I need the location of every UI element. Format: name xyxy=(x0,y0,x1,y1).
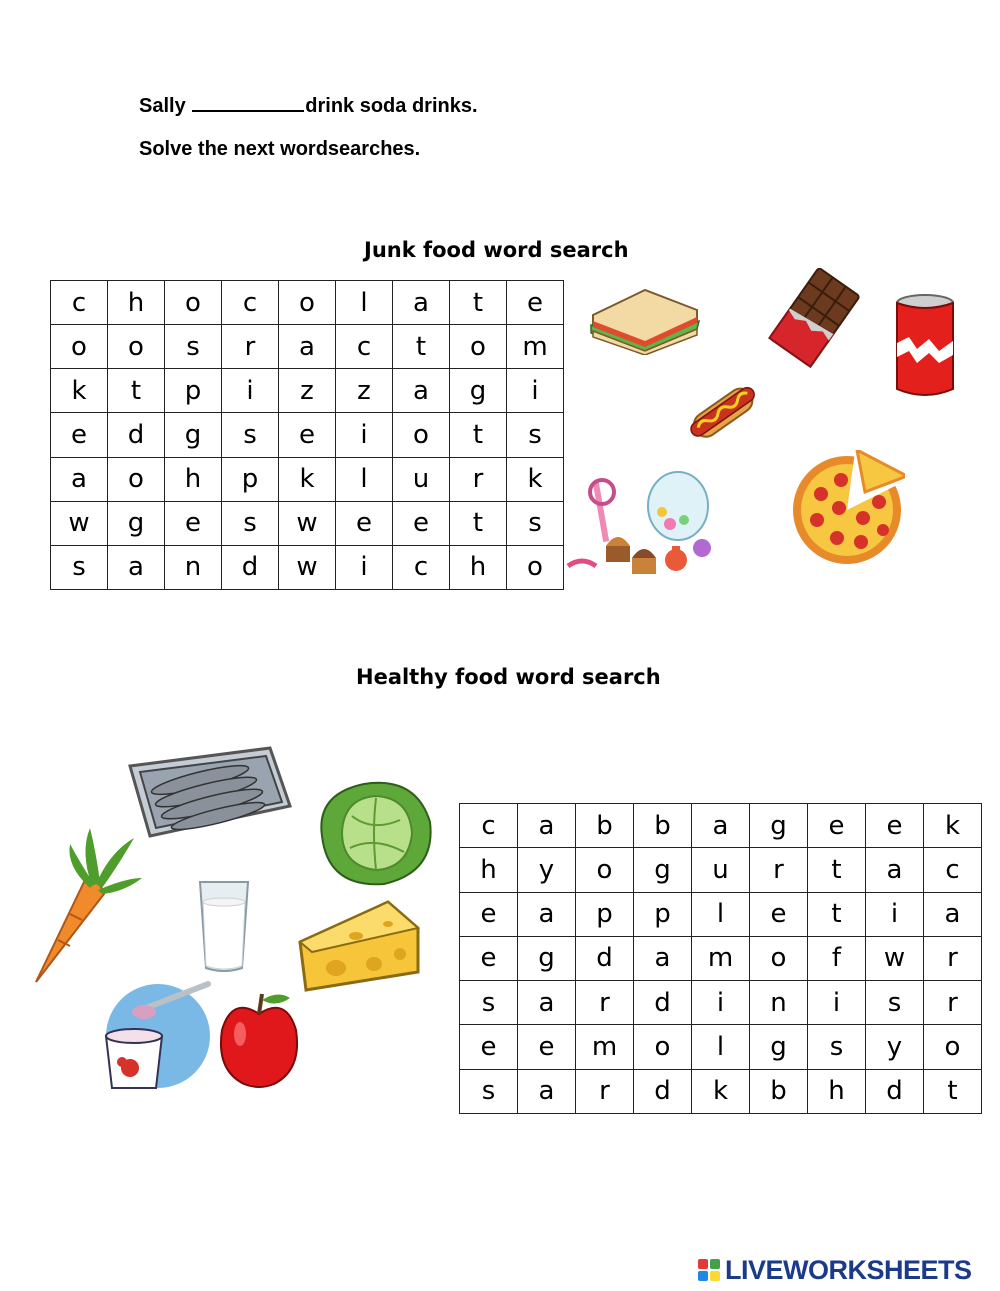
letter-cell[interactable]: l xyxy=(336,457,393,501)
chocolate-bar-icon xyxy=(765,268,863,368)
letter-cell[interactable]: g xyxy=(750,1025,808,1069)
letter-cell[interactable]: w xyxy=(866,936,924,980)
junk-food-title: Junk food word search xyxy=(364,238,629,262)
letter-cell[interactable]: d xyxy=(634,1069,692,1113)
letter-cell[interactable]: f xyxy=(808,936,866,980)
letter-cell[interactable]: o xyxy=(108,457,165,501)
letter-cell[interactable]: n xyxy=(750,981,808,1025)
letter-cell[interactable]: i xyxy=(692,981,750,1025)
letter-cell[interactable]: c xyxy=(393,545,450,589)
letter-cell[interactable]: a xyxy=(279,325,336,369)
letter-cell[interactable]: i xyxy=(866,892,924,936)
sandwich-icon xyxy=(585,285,703,355)
letter-cell[interactable]: c xyxy=(222,281,279,325)
letter-cell[interactable]: a xyxy=(518,892,576,936)
letter-cell[interactable]: a xyxy=(393,369,450,413)
letter-cell[interactable]: s xyxy=(165,325,222,369)
letter-cell[interactable]: g xyxy=(750,804,808,848)
letter-cell[interactable]: a xyxy=(108,545,165,589)
pizza-icon xyxy=(791,450,905,566)
letter-cell[interactable]: s xyxy=(866,981,924,1025)
letter-cell[interactable]: e xyxy=(393,501,450,545)
letter-cell[interactable]: n xyxy=(165,545,222,589)
letter-cell[interactable]: r xyxy=(924,936,982,980)
letter-cell[interactable]: d xyxy=(866,1069,924,1113)
answer-blank[interactable] xyxy=(192,94,304,112)
letter-cell[interactable]: e xyxy=(336,501,393,545)
letter-cell[interactable]: h xyxy=(450,545,507,589)
letter-cell[interactable]: b xyxy=(634,804,692,848)
logo-text: LIVEWORKSHEETS xyxy=(725,1254,972,1285)
letter-cell[interactable]: e xyxy=(808,804,866,848)
letter-cell[interactable]: a xyxy=(393,281,450,325)
letter-cell[interactable]: l xyxy=(692,1025,750,1069)
letter-cell[interactable]: e xyxy=(507,281,564,325)
letter-cell[interactable]: o xyxy=(393,413,450,457)
letter-cell[interactable]: t xyxy=(450,413,507,457)
letter-cell[interactable]: p xyxy=(222,457,279,501)
letter-cell[interactable]: a xyxy=(692,804,750,848)
cabbage-icon xyxy=(312,776,436,890)
letter-cell[interactable]: z xyxy=(279,369,336,413)
letter-cell[interactable]: r xyxy=(924,981,982,1025)
letter-cell[interactable]: h xyxy=(165,457,222,501)
letter-cell[interactable]: r xyxy=(222,325,279,369)
letter-cell[interactable]: r xyxy=(750,848,808,892)
letter-cell[interactable]: z xyxy=(336,369,393,413)
sardines-icon xyxy=(120,740,294,850)
letter-cell[interactable]: e xyxy=(460,892,518,936)
soda-can-icon xyxy=(893,293,957,401)
healthy-word-search-grid xyxy=(459,803,982,1114)
grid-row xyxy=(460,981,982,1025)
letter-cell[interactable]: o xyxy=(634,1025,692,1069)
letter-cell[interactable]: g xyxy=(108,501,165,545)
letter-cell[interactable]: r xyxy=(576,981,634,1025)
letter-cell[interactable]: e xyxy=(279,413,336,457)
grid-row xyxy=(51,325,564,369)
hotdog-icon xyxy=(685,377,759,445)
sentence-start: Sally xyxy=(139,95,186,117)
letter-cell[interactable]: w xyxy=(51,501,108,545)
letter-cell[interactable]: a xyxy=(518,804,576,848)
letter-cell[interactable]: d xyxy=(108,413,165,457)
letter-cell[interactable]: p xyxy=(576,892,634,936)
letter-cell[interactable]: g xyxy=(518,936,576,980)
grid-row xyxy=(51,369,564,413)
letter-cell[interactable]: k xyxy=(279,457,336,501)
letter-cell[interactable]: h xyxy=(808,1069,866,1113)
letter-cell[interactable]: o xyxy=(279,281,336,325)
apple-icon xyxy=(216,990,302,1088)
letter-cell[interactable]: i xyxy=(336,545,393,589)
carrot-icon xyxy=(30,822,146,988)
letter-cell[interactable]: o xyxy=(507,545,564,589)
grid-row xyxy=(460,1069,982,1113)
letter-cell[interactable]: d xyxy=(222,545,279,589)
letter-cell[interactable]: a xyxy=(51,457,108,501)
letter-cell[interactable]: s xyxy=(460,1069,518,1113)
letter-cell[interactable]: o xyxy=(165,281,222,325)
grid-row xyxy=(460,892,982,936)
letter-cell[interactable]: i xyxy=(507,369,564,413)
letter-cell[interactable]: a xyxy=(634,936,692,980)
letter-cell[interactable]: y xyxy=(518,848,576,892)
letter-cell[interactable]: k xyxy=(692,1069,750,1113)
letter-cell[interactable]: r xyxy=(450,457,507,501)
letter-cell[interactable]: p xyxy=(165,369,222,413)
letter-cell[interactable]: e xyxy=(460,936,518,980)
yogurt-icon xyxy=(100,980,214,1094)
letter-cell[interactable]: k xyxy=(51,369,108,413)
letter-cell[interactable]: u xyxy=(393,457,450,501)
letter-cell[interactable]: s xyxy=(507,413,564,457)
grid-row xyxy=(51,281,564,325)
grid-row xyxy=(51,457,564,501)
letter-cell[interactable]: e xyxy=(51,413,108,457)
letter-cell[interactable]: c xyxy=(51,281,108,325)
letter-cell[interactable]: a xyxy=(518,1069,576,1113)
letter-cell[interactable]: a xyxy=(518,981,576,1025)
letter-cell[interactable]: l xyxy=(336,281,393,325)
letter-cell[interactable]: u xyxy=(692,848,750,892)
letter-cell[interactable]: m xyxy=(692,936,750,980)
letter-cell[interactable]: e xyxy=(460,1025,518,1069)
letter-cell[interactable]: o xyxy=(450,325,507,369)
letter-cell[interactable]: m xyxy=(507,325,564,369)
letter-cell[interactable]: s xyxy=(222,501,279,545)
letter-cell[interactable]: w xyxy=(279,545,336,589)
letter-cell[interactable]: i xyxy=(222,369,279,413)
letter-cell[interactable]: c xyxy=(460,804,518,848)
letter-cell[interactable]: o xyxy=(924,1025,982,1069)
letter-cell[interactable]: g xyxy=(634,848,692,892)
letter-cell[interactable]: s xyxy=(808,1025,866,1069)
task-instruction: Solve the next wordsearches. xyxy=(139,138,421,160)
grid-row xyxy=(51,501,564,545)
letter-cell[interactable]: l xyxy=(692,892,750,936)
letter-cell[interactable]: s xyxy=(222,413,279,457)
letter-cell[interactable]: t xyxy=(450,501,507,545)
grid-row xyxy=(460,804,982,848)
letter-cell[interactable]: g xyxy=(165,413,222,457)
letter-cell[interactable]: o xyxy=(576,848,634,892)
grid-row xyxy=(51,413,564,457)
cheese-icon xyxy=(296,898,422,996)
junk-word-search-grid xyxy=(50,280,564,590)
letter-cell[interactable]: d xyxy=(634,981,692,1025)
letter-cell[interactable]: t xyxy=(108,369,165,413)
letter-cell[interactable]: o xyxy=(51,325,108,369)
letter-cell[interactable]: o xyxy=(750,936,808,980)
letter-cell[interactable]: i xyxy=(336,413,393,457)
letter-cell[interactable]: g xyxy=(450,369,507,413)
letter-cell[interactable]: m xyxy=(576,1025,634,1069)
milk-glass-icon xyxy=(196,878,252,974)
letter-cell[interactable]: s xyxy=(460,981,518,1025)
letter-cell[interactable]: d xyxy=(576,936,634,980)
letter-cell[interactable]: p xyxy=(634,892,692,936)
letter-cell[interactable]: k xyxy=(924,804,982,848)
letter-cell[interactable]: a xyxy=(924,892,982,936)
sentence-end: drink soda drinks. xyxy=(305,95,478,117)
liveworksheets-logo xyxy=(698,1255,972,1285)
letter-cell[interactable]: h xyxy=(108,281,165,325)
letter-cell[interactable]: b xyxy=(750,1069,808,1113)
letter-cell[interactable]: e xyxy=(866,804,924,848)
letter-cell[interactable]: a xyxy=(866,848,924,892)
letter-cell[interactable]: i xyxy=(808,981,866,1025)
letter-cell[interactable]: y xyxy=(866,1025,924,1069)
logo-mark-icon xyxy=(698,1259,720,1281)
letter-cell[interactable]: k xyxy=(507,457,564,501)
letter-cell[interactable]: e xyxy=(518,1025,576,1069)
grid-row xyxy=(460,936,982,980)
letter-cell[interactable]: t xyxy=(393,325,450,369)
letter-cell[interactable]: e xyxy=(750,892,808,936)
letter-cell[interactable]: c xyxy=(924,848,982,892)
candy-icon xyxy=(566,462,716,586)
letter-cell[interactable]: s xyxy=(51,545,108,589)
grid-row xyxy=(460,848,982,892)
letter-cell[interactable]: r xyxy=(576,1069,634,1113)
grid-row xyxy=(51,545,564,589)
healthy-food-title: Healthy food word search xyxy=(356,665,661,689)
fill-in-sentence xyxy=(139,94,478,118)
grid-row xyxy=(460,1025,982,1069)
letter-cell[interactable]: t xyxy=(450,281,507,325)
letter-cell[interactable]: e xyxy=(165,501,222,545)
letter-cell[interactable]: o xyxy=(108,325,165,369)
letter-cell[interactable]: t xyxy=(924,1069,982,1113)
letter-cell[interactable]: t xyxy=(808,848,866,892)
letter-cell[interactable]: w xyxy=(279,501,336,545)
letter-cell[interactable]: s xyxy=(507,501,564,545)
letter-cell[interactable]: c xyxy=(336,325,393,369)
letter-cell[interactable]: b xyxy=(576,804,634,848)
letter-cell[interactable]: t xyxy=(808,892,866,936)
letter-cell[interactable]: h xyxy=(460,848,518,892)
